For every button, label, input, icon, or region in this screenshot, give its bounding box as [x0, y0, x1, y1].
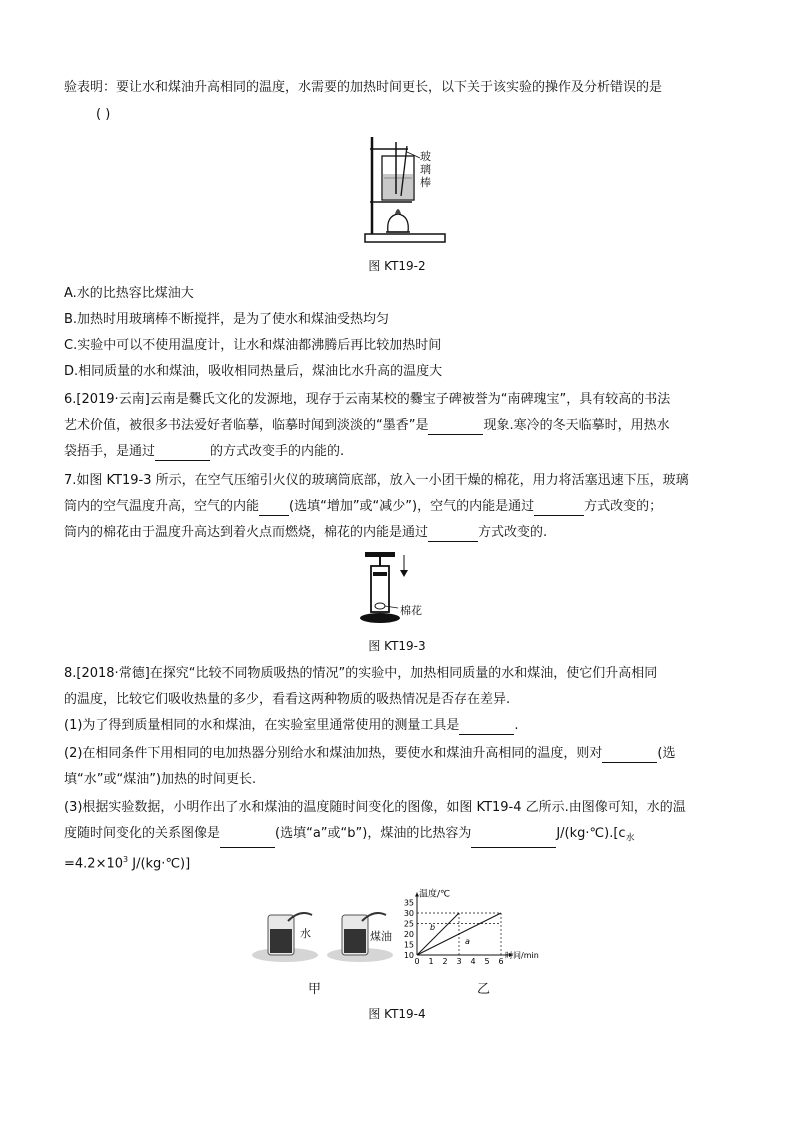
answer-blank[interactable]	[220, 833, 275, 848]
q8-part3: (3)根据实验数据，小明作出了水和煤油的温度随时间变化的图像，如图 KT19-4 乙所示.由图像可知，水的温	[64, 800, 686, 815]
stand-base	[365, 234, 445, 242]
option-d: D.相同质量的水和煤油，吸收相同热量后，煤油比水升高的温度大	[64, 364, 443, 379]
q7-line2: 筒内的空气温度升高，空气的内能 (选填“增加”或“减少”)，空气的内能是通过 方式改变的；	[64, 499, 663, 514]
q8-part3-cont: 度随时间变化的关系图像是 (选填“a”或“b”)，煤油的比热容为 $J/(kg\cdot℃).[c_水$	[64, 825, 635, 848]
y-tick-label: 15	[403, 940, 414, 950]
x-tick-label: 4	[470, 957, 476, 966]
answer-blank[interactable]	[259, 501, 289, 516]
figure-kt19-3	[358, 550, 413, 630]
series-line-b	[417, 913, 459, 955]
answer-blank[interactable]	[459, 720, 514, 735]
answer-blank[interactable]	[428, 420, 483, 435]
y-tick-label: 35	[403, 898, 414, 908]
beaker-label-water: 水	[300, 927, 311, 940]
answer-blank[interactable]	[602, 748, 657, 763]
y-tick-label: 25	[403, 919, 414, 929]
q8-line1: 8.[2018·常德]在探究“比较不同物质吸热的情况”的实验中，加热相同质量的水和煤油，使它们升高相同	[64, 666, 658, 681]
q8-part2: (2)在相同条件下用相同的电加热器分别给水和煤油加热，要使水和煤油升高相同的温度，则对 (选	[64, 746, 676, 761]
option-b: B.加热时用玻璃棒不断搅拌，是为了使水和煤油受热均匀	[64, 312, 390, 327]
q5-stem: 验表明：要让水和煤油升高相同的温度，水需要的加热时间更长，以下关于该实验的操作及分析错误的是	[64, 80, 663, 95]
q6-line3: 袋捂手，是通过 的方式改变手的内能的.	[64, 444, 345, 459]
x-tick-label: 2	[442, 957, 448, 966]
piston-handle	[365, 552, 395, 557]
figure-kt19-4-yi-chart	[395, 875, 555, 967]
q8-part2-cont: 填“水”或“煤油”)加热的时间更长.	[64, 772, 257, 787]
glass-rod-label: 玻璃棒	[420, 150, 431, 189]
x-tick-label: 3	[456, 957, 462, 966]
series-label-a: a	[465, 937, 470, 946]
q5-answer-paren: ( )	[96, 107, 111, 122]
figure-caption-kt19-2: 图 KT19-2	[368, 259, 426, 273]
series-line-a	[417, 913, 501, 955]
q8-part3-formula: $=4.2\times 10^3$ J/(kg·℃)]	[64, 855, 191, 872]
cotton-label: 棉花	[400, 604, 422, 617]
y-tick-label: 20	[403, 930, 414, 939]
q7-line3: 筒内的棉花由于温度升高达到着火点而燃烧，棉花的内能是通过 方式改变的.	[64, 525, 548, 540]
y-tick-label: 10	[403, 951, 414, 960]
series-label-b: b	[430, 923, 436, 932]
sublabel-jia: 甲	[308, 982, 322, 997]
y-axis-label: 温度/℃	[419, 889, 451, 900]
x-axis-label: 时间/min	[505, 951, 539, 960]
option-a: A.水的比热容比煤油大	[64, 286, 194, 301]
q8-part1: (1)为了得到质量相同的水和煤油，在实验室里通常使用的测量工具是 .	[64, 718, 519, 733]
q6-line2: 艺术价值，被很多书法爱好者临摹，临摹时闻到淡淡的“墨香”是 现象.寒冷的冬天临摹时，用热水	[64, 418, 670, 433]
x-tick-label: 0	[414, 957, 420, 966]
q7-line1: 7.如图 KT19-3 所示，在空气压缩引火仪的玻璃筒底部，放入一小团干燥的棉花，用力将活塞迅速下压，玻璃	[64, 473, 689, 488]
alcohol-lamp	[388, 214, 409, 232]
answer-blank[interactable]	[428, 527, 478, 542]
y-tick-label: 30	[403, 909, 414, 918]
q8-line2: 的温度，比较它们吸收热量的多少，看看这两种物质的吸热情况是否存在差异.	[64, 692, 511, 707]
answer-blank[interactable]	[534, 501, 584, 516]
figure-caption-kt19-3: 图 KT19-3	[368, 639, 426, 653]
answer-blank[interactable]	[155, 446, 210, 461]
option-c: C.实验中可以不使用温度计，让水和煤油都沸腾后再比较加热时间	[64, 338, 442, 353]
x-tick-label: 6	[498, 957, 504, 966]
answer-blank[interactable]	[471, 833, 556, 848]
x-tick-label: 5	[484, 957, 490, 966]
tube-base	[360, 613, 400, 623]
sublabel-yi: 乙	[477, 982, 491, 997]
cotton	[375, 603, 385, 609]
figure-caption-kt19-4: 图 KT19-4	[368, 1007, 426, 1021]
figure-kt19-2	[360, 134, 455, 249]
q6-line1: 6.[2019·云南]云南是爨氏文化的发源地，现存于云南某校的爨宝子碑被誉为“南碑瑰宝”，具有较高的书法	[64, 392, 671, 407]
x-tick-label: 1	[428, 957, 434, 966]
beaker-label-kerosene: 煤油	[370, 930, 392, 943]
